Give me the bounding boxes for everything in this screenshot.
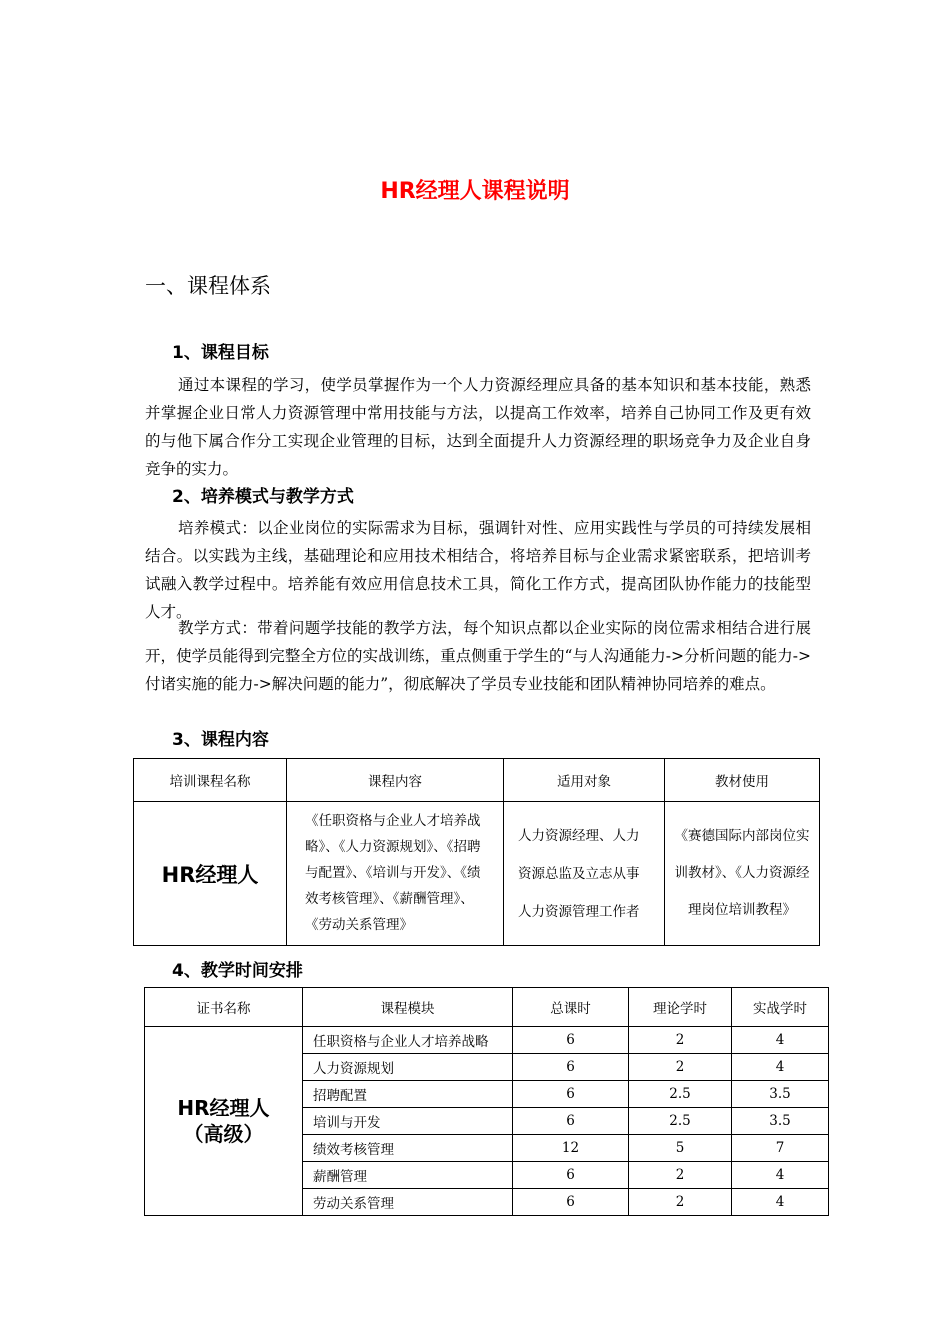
module-cell: 劳动关系管理 bbox=[303, 1189, 513, 1216]
module-cell: 招聘配置 bbox=[303, 1081, 513, 1108]
cert-name-line1: HR经理人 bbox=[177, 1096, 270, 1120]
audience-text: 人力资源经理、人力资源总监及立志从事人力资源管理工作者 bbox=[518, 827, 640, 920]
practice-cell: 4 bbox=[732, 1027, 829, 1054]
header-theory-hours: 理论学时 bbox=[629, 988, 732, 1027]
schedule-table bbox=[144, 987, 829, 1216]
course-content-table bbox=[133, 758, 820, 946]
header-practice-hours: 实战学时 bbox=[732, 988, 829, 1027]
course-content-cell bbox=[287, 802, 504, 946]
materials-text: 《赛德国际内部岗位实训教材》、《人力资源经理岗位培训教程》 bbox=[674, 828, 810, 918]
header-audience: 适用对象 bbox=[504, 759, 665, 802]
materials-cell bbox=[665, 802, 820, 946]
header-total-hours: 总课时 bbox=[513, 988, 629, 1027]
table-header-row bbox=[145, 988, 829, 1027]
module-cell: 培训与开发 bbox=[303, 1108, 513, 1135]
header-cert-name: 证书名称 bbox=[145, 988, 303, 1027]
theory-cell: 2 bbox=[629, 1162, 732, 1189]
total-cell: 6 bbox=[513, 1162, 629, 1189]
heading-course-goal: 1、课程目标 bbox=[172, 343, 269, 363]
heading-course-content: 3、课程内容 bbox=[172, 730, 269, 750]
theory-cell: 5 bbox=[629, 1135, 732, 1162]
table-row bbox=[145, 1027, 829, 1054]
practice-cell: 4 bbox=[732, 1054, 829, 1081]
course-content-text: 《任职资格与企业人才培养战略》、《人力资源规划》、《招聘与配置》、《培训与开发》、《绩效考核管理》、《薪酬管理》、《劳动关系管理》 bbox=[305, 813, 481, 933]
practice-cell: 4 bbox=[732, 1162, 829, 1189]
theory-cell: 2.5 bbox=[629, 1081, 732, 1108]
total-cell: 6 bbox=[513, 1189, 629, 1216]
module-cell: 薪酬管理 bbox=[303, 1162, 513, 1189]
module-cell: 任职资格与企业人才培养战略 bbox=[303, 1027, 513, 1054]
practice-cell: 4 bbox=[732, 1189, 829, 1216]
header-materials: 教材使用 bbox=[665, 759, 820, 802]
total-cell: 6 bbox=[513, 1108, 629, 1135]
practice-cell: 3.5 bbox=[732, 1081, 829, 1108]
header-module: 课程模块 bbox=[303, 988, 513, 1027]
theory-cell: 2 bbox=[629, 1027, 732, 1054]
cert-name-cell bbox=[145, 1027, 303, 1216]
total-cell: 12 bbox=[513, 1135, 629, 1162]
paragraph-training-mode: 培养模式：以企业岗位的实际需求为目标，强调针对性、应用实践性与学员的可持续发展相结合。以实践为主线，基础理论和应用技术相结合，将培养目标与企业需求紧密联系，把培训考试融入教学过程中。培养能有效应用信息技术工具，简化工作方式，提高团队协作能力的技能型人才。 bbox=[145, 519, 811, 621]
paragraph-course-goal: 通过本课程的学习，使学员掌握作为一个人力资源经理应具备的基本知识和基本技能，熟悉并掌握企业日常人力资源管理中常用技能与方法，以提高工作效率，培养自己协同工作及更有效的与他下属合作分工实现企业管理的目标，达到全面提升人力资源经理的职场竞争力及企业自身竞争的实力。 bbox=[145, 376, 811, 478]
theory-cell: 2 bbox=[629, 1054, 732, 1081]
module-cell: 绩效考核管理 bbox=[303, 1135, 513, 1162]
table-header-row bbox=[134, 759, 820, 802]
table-row bbox=[134, 802, 820, 946]
total-cell: 6 bbox=[513, 1027, 629, 1054]
section-heading-course-system: 一、课程体系 bbox=[145, 274, 271, 298]
header-course-content: 课程内容 bbox=[287, 759, 504, 802]
theory-cell: 2.5 bbox=[629, 1108, 732, 1135]
paragraph-teaching-method: 教学方式：带着问题学技能的教学方法，每个知识点都以企业实际的岗位需求相结合进行展开，使学员能得到完整全方位的实战训练，重点侧重于学生的“与人沟通能力->分析问题的能力->付诸实施的能力->解决问题的能力”，彻底解决了学员专业技能和团队精神协同培养的难点。 bbox=[145, 619, 811, 693]
heading-schedule: 4、教学时间安排 bbox=[172, 961, 303, 981]
audience-cell bbox=[504, 802, 665, 946]
practice-cell: 7 bbox=[732, 1135, 829, 1162]
theory-cell: 2 bbox=[629, 1189, 732, 1216]
page-title: HR经理人课程说明 bbox=[380, 179, 570, 204]
practice-cell: 3.5 bbox=[732, 1108, 829, 1135]
module-cell: 人力资源规划 bbox=[303, 1054, 513, 1081]
cert-name-line2: （高级） bbox=[183, 1122, 264, 1146]
course-name-cell: HR经理人 bbox=[134, 802, 287, 946]
header-course-name: 培训课程名称 bbox=[134, 759, 287, 802]
total-cell: 6 bbox=[513, 1054, 629, 1081]
total-cell: 6 bbox=[513, 1081, 629, 1108]
heading-training-mode: 2、培养模式与教学方式 bbox=[172, 487, 354, 507]
